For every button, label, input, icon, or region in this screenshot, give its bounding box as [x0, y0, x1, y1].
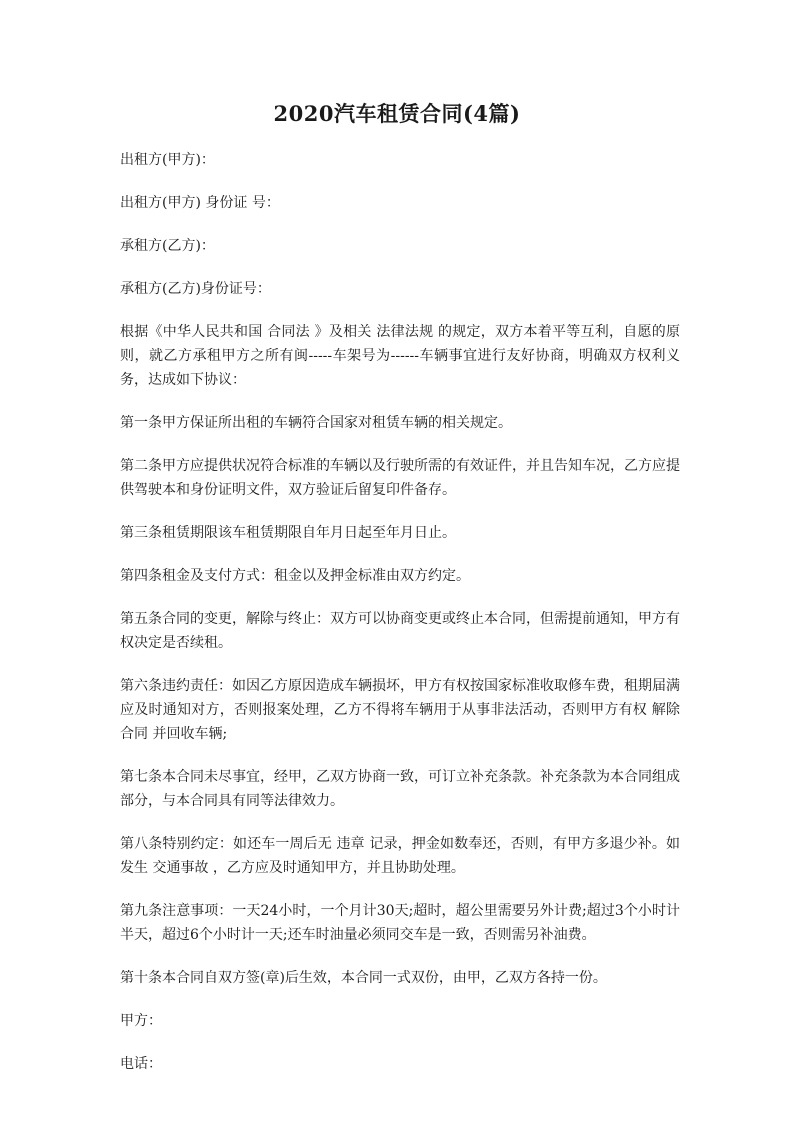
article-4: 第四条租金及支付方式：租金以及押金标准由双方约定。: [120, 568, 470, 584]
article-3: 第三条租赁期限该车租赁期限自年月日起至年月日止。: [120, 525, 456, 541]
article-6: 第六条违约责任：如因乙方原因造成车辆损坏，甲方有权按国家标准收取修车费，租期届满应及时通知对方，否则报案处理，乙方不得将车辆用于从事非法活动，否则甲方有权 解除合同 并回收车辆;: [120, 678, 680, 742]
preamble-paragraph: 根据《中华人民共和国 合同法 》及相关 法律法规 的规定，双方本着平等互利，自愿的原则，就乙方承租甲方之所有闽-----车架号为------车辆事宜进行友好协商，明确双方权利义务，达成如下协议：: [120, 324, 680, 388]
party-b-id-line: 承租方(乙方)身份证号：: [120, 281, 271, 297]
article-5: 第五条合同的变更，解除与终止：双方可以协商变更或终止本合同，但需提前通知，甲方有权决定是否续租。: [120, 611, 680, 651]
article-9: 第九条注意事项：一天24小时，一个月计30天;超时，超公里需要另外计费;超过3个小时计半天，超过6个小时计一天;还车时油量必须同交车是一致，否则需另补油费。: [120, 903, 680, 943]
article-1: 第一条甲方保证所出租的车辆符合国家对租赁车辆的相关规定。: [120, 415, 512, 431]
document-title: 2020汽车租赁合同(4篇): [273, 101, 521, 126]
article-2: 第二条甲方应提供状况符合标准的车辆以及行驶所需的有效证件，并且告知车况，乙方应提供驾驶本和身份证明文件，双方验证后留复印件备存。: [120, 458, 680, 498]
article-10: 第十条本合同自双方签(章)后生效，本合同一式双份，由甲，乙双方各持一份。: [120, 970, 607, 986]
signature-phone: 电话：: [120, 1056, 162, 1072]
party-b-line: 承租方(乙方)：: [120, 238, 215, 254]
party-a-id-line: 出租方(甲方) 身份证 号：: [120, 195, 280, 211]
article-7: 第七条本合同未尽事宜，经甲，乙双方协商一致，可订立补充条款。补充条款为本合同组成部分，与本合同具有同等法律效力。: [120, 769, 680, 809]
signature-party-a: 甲方：: [120, 1013, 162, 1029]
article-8: 第八条特别约定：如还车一周后无 违章 记录，押金如数奉还，否则，有甲方多退少补。如发生 交通事故 ，乙方应及时通知甲方，并且协助处理。: [120, 836, 680, 876]
document-body: [120, 148, 680, 1095]
party-a-line: 出租方(甲方)：: [120, 152, 215, 168]
